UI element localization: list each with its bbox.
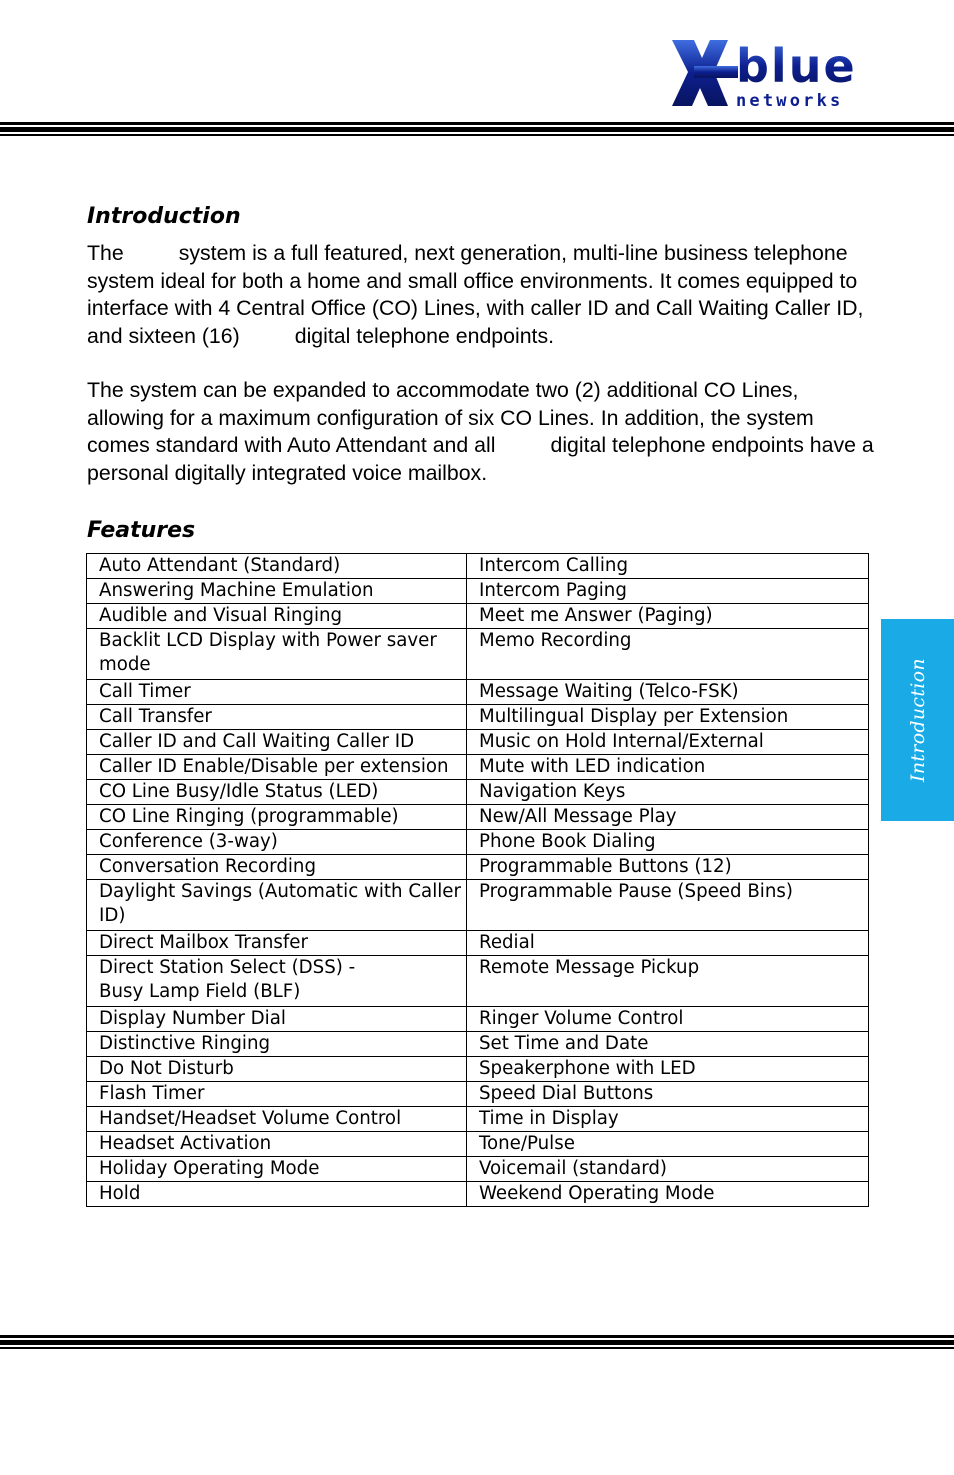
table-row [87,1182,869,1207]
feature-cell-right: Intercom Calling [467,554,869,579]
feature-cell-right: Programmable Pause (Speed Bins) [467,880,869,931]
introduction-heading: Introduction [87,204,241,229]
feature-cell-left: Direct Mailbox Transfer [87,931,467,956]
table-row [87,1032,869,1057]
table-row [87,780,869,805]
intro-p1-part-b: system is a full featured, next generation, multi-line business telephone system ideal for both a home and small office environments. It comes equipped to interface with 4 Central Office (CO) Lines, with caller ID and Call Waiting Caller ID, and sixteen (16) [87,241,864,348]
feature-cell-right: Message Waiting (Telco-FSK) [467,680,869,705]
intro-p1-part-a: The [87,241,124,265]
feature-cell-right: Speed Dial Buttons [467,1082,869,1107]
feature-cell-left: Auto Attendant (Standard) [87,554,467,579]
feature-cell-left: Call Timer [87,680,467,705]
intro-paragraph-1 [87,240,877,350]
feature-cell-left: Caller ID Enable/Disable per extension [87,755,467,780]
intro-p2-part-b: digital telephone endpoints have a personal digitally integrated voice mailbox. [87,433,874,485]
feature-cell-left: Display Number Dial [87,1007,467,1032]
feature-cell-left: Flash Timer [87,1082,467,1107]
feature-cell-right: Multilingual Display per Extension [467,705,869,730]
logo-primary-text: blue [736,39,857,93]
feature-cell-right: Weekend Operating Mode [467,1182,869,1207]
table-row [87,579,869,604]
feature-cell-left: Daylight Savings (Automatic with Caller ID) [87,880,467,931]
features-heading: Features [87,518,196,543]
intro-p1-part-c: digital telephone endpoints. [294,323,555,348]
feature-cell-right: Intercom Paging [467,579,869,604]
feature-cell-left: Conversation Recording [87,855,467,880]
feature-cell-left: Direct Station Select (DSS) - Busy Lamp Field (BLF) [87,956,467,1007]
table-row [87,855,869,880]
feature-cell-right: Mute with LED indication [467,755,869,780]
table-row [87,755,869,780]
table-row [87,880,869,931]
feature-cell-left: CO Line Ringing (programmable) [87,805,467,830]
feature-cell-right: Redial [467,931,869,956]
feature-cell-right: Set Time and Date [467,1032,869,1057]
feature-cell-right: Voicemail (standard) [467,1157,869,1182]
footer-divider [0,1335,954,1349]
feature-cell-right: Time in Display [467,1107,869,1132]
feature-cell-right: Meet me Answer (Paging) [467,604,869,629]
feature-cell-right: New/All Message Play [467,805,869,830]
table-row [87,805,869,830]
table-row [87,1082,869,1107]
xblue-networks-logo [668,38,872,110]
feature-cell-right: Ringer Volume Control [467,1007,869,1032]
feature-cell-right: Phone Book Dialing [467,830,869,855]
feature-cell-left: Backlit LCD Display with Power saver mode [87,629,467,680]
table-row [87,730,869,755]
feature-cell-left: Headset Activation [87,1132,467,1157]
feature-cell-left: Distinctive Ringing [87,1032,467,1057]
table-row [87,680,869,705]
x-letter-logo-icon [668,38,872,110]
feature-cell-right: Speakerphone with LED [467,1057,869,1082]
table-row [87,705,869,730]
table-row [87,956,869,1007]
feature-cell-left: Holiday Operating Mode [87,1157,467,1182]
feature-cell-left: Caller ID and Call Waiting Caller ID [87,730,467,755]
table-row [87,931,869,956]
feature-cell-left: Hold [87,1182,467,1207]
logo-secondary-text: networks [736,91,844,110]
table-row [87,1057,869,1082]
feature-cell-left: Audible and Visual Ringing [87,604,467,629]
feature-cell-right: Programmable Buttons (12) [467,855,869,880]
feature-cell-right: Memo Recording [467,629,869,680]
side-tab-label: Introduction [906,658,929,782]
feature-cell-left: Conference (3-way) [87,830,467,855]
feature-cell-left: Handset/Headset Volume Control [87,1107,467,1132]
feature-cell-right: Navigation Keys [467,780,869,805]
table-row [87,1132,869,1157]
table-row [87,830,869,855]
section-side-tab [881,619,954,821]
table-row [87,1007,869,1032]
table-row [87,554,869,579]
header-divider [0,122,954,136]
feature-cell-left: CO Line Busy/Idle Status (LED) [87,780,467,805]
feature-cell-left: Do Not Disturb [87,1057,467,1082]
feature-cell-right: Remote Message Pickup [467,956,869,1007]
feature-cell-left: Call Transfer [87,705,467,730]
table-row [87,604,869,629]
table-row [87,1107,869,1132]
feature-cell-left: Answering Machine Emulation [87,579,467,604]
table-row [87,1157,869,1182]
table-row [87,629,869,680]
intro-paragraph-2 [87,377,877,487]
feature-cell-right: Music on Hold Internal/External [467,730,869,755]
feature-cell-right: Tone/Pulse [467,1132,869,1157]
intro-p2-part-a: The system can be expanded to accommodate two (2) additional CO Lines, allowing for a maximum configuration of six CO Lines. In addition, the system comes standard with Auto Attendant and all [87,378,814,457]
features-table [86,553,869,1207]
